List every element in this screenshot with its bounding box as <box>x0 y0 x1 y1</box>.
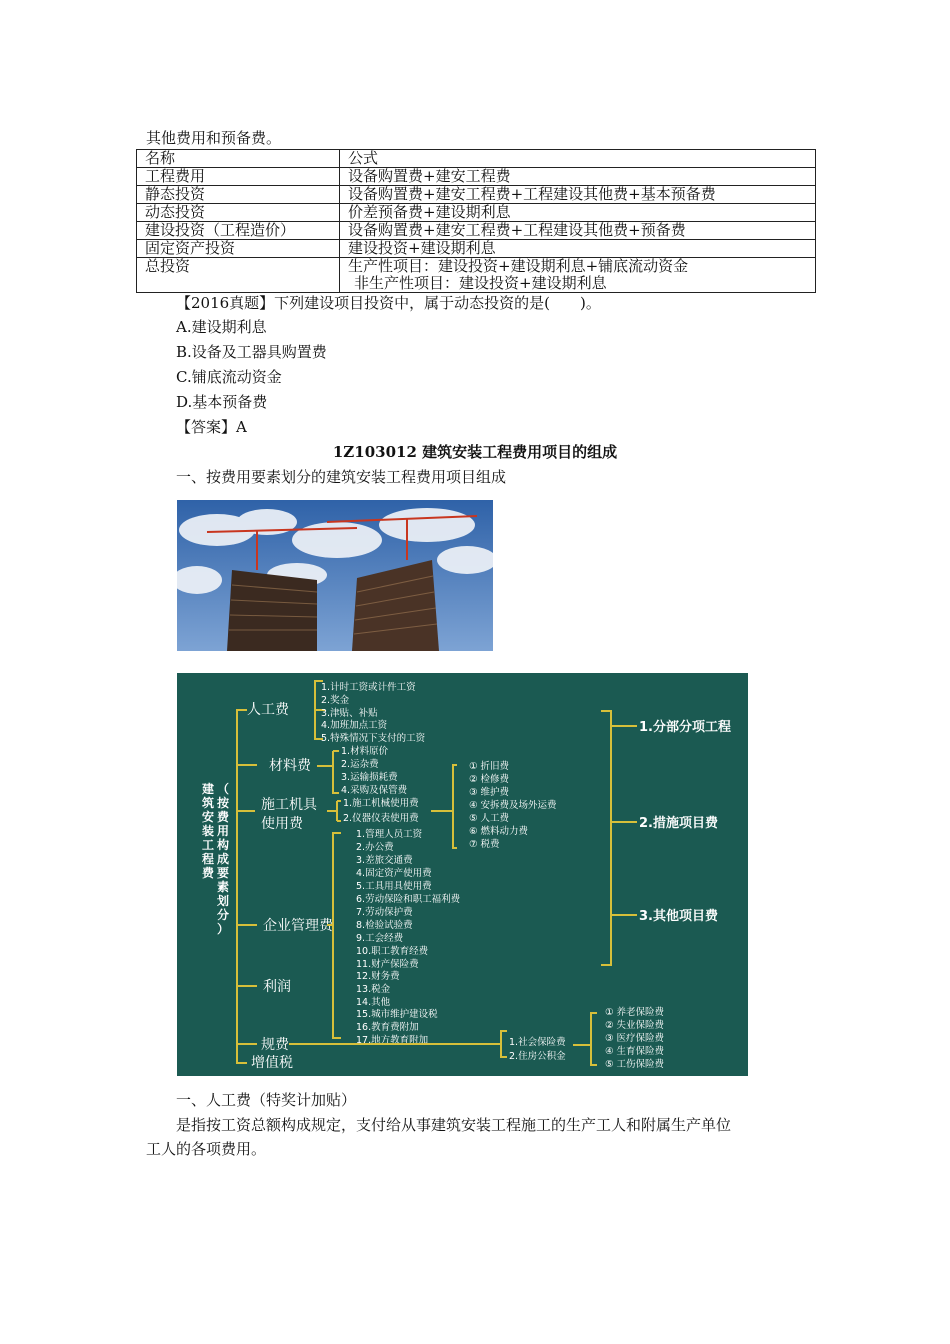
table-cell-formula: 价差预备费+建设期利息 <box>340 204 816 222</box>
insurance-items <box>605 1006 665 1070</box>
svg-text:10.职工教育经费: 10.职工教育经费 <box>356 946 429 957</box>
table-cell-formula: 设备购置费+建安工程费+工程建设其他费+预备费 <box>340 222 816 240</box>
svg-text:）: ） <box>217 922 230 936</box>
intro-line: 其他费用和预备费。 <box>146 129 282 147</box>
svg-text:建: 建 <box>202 782 215 796</box>
svg-text:3.差旅交通费: 3.差旅交通费 <box>356 855 413 866</box>
table-cell-name: 总投资 <box>137 258 340 293</box>
svg-text:⑤ 工伤保险费: ⑤ 工伤保险费 <box>605 1059 665 1070</box>
svg-text:构: 构 <box>217 838 230 852</box>
table-cell-formula: 建设投资+建设期利息 <box>340 240 816 258</box>
svg-text:4.加班加点工资: 4.加班加点工资 <box>321 720 388 731</box>
svg-text:③ 医疗保险费: ③ 医疗保险费 <box>605 1033 665 1044</box>
svg-text:9.工会经费: 9.工会经费 <box>356 933 404 944</box>
option-d: D.基本预备费 <box>176 393 268 411</box>
svg-text:4.固定资产使用费: 4.固定资产使用费 <box>356 868 432 879</box>
svg-text:（: （ <box>217 782 230 796</box>
svg-text:7.劳动保护费: 7.劳动保护费 <box>356 907 413 918</box>
svg-text:3.运输损耗费: 3.运输损耗费 <box>341 772 398 783</box>
category-labor: 人工费 <box>247 702 289 718</box>
svg-text:2.运杂费: 2.运杂费 <box>341 759 379 770</box>
svg-text:用: 用 <box>217 824 230 838</box>
svg-text:8.检验试验费: 8.检验试验费 <box>356 920 413 931</box>
svg-text:按: 按 <box>217 796 230 810</box>
option-a: A.建设期利息 <box>176 318 267 336</box>
svg-text:1.施工机械使用费: 1.施工机械使用费 <box>343 798 419 809</box>
formula-nonproductive: 非生产性项目：建设投资+建设期利息 <box>354 274 607 292</box>
table-row <box>137 240 816 258</box>
table-cell-name: 固定资产投资 <box>137 240 340 258</box>
table-row <box>137 186 816 204</box>
answer-line: 【答案】A <box>176 418 247 436</box>
labor-description-2: 工人的各项费用。 <box>146 1140 267 1158</box>
option-c: C.铺底流动资金 <box>176 368 282 386</box>
svg-text:⑦ 税费: ⑦ 税费 <box>469 839 500 850</box>
table-cell-formula <box>340 258 816 293</box>
labor-heading: 一、人工费（特奖计加贴） <box>176 1091 357 1109</box>
svg-text:① 折旧费: ① 折旧费 <box>469 761 510 772</box>
table-header-formula: 公式 <box>340 150 816 168</box>
svg-text:5.工具用具使用费: 5.工具用具使用费 <box>356 881 432 892</box>
table-header-row <box>137 150 816 168</box>
category-profit: 利润 <box>263 979 291 995</box>
svg-text:费: 费 <box>202 866 215 880</box>
construction-photo <box>177 500 493 651</box>
category-vat: 增值税 <box>251 1055 293 1071</box>
svg-text:⑤ 人工费: ⑤ 人工费 <box>469 813 510 824</box>
category-machine-2: 使用费 <box>261 816 303 832</box>
svg-text:14.其他: 14.其他 <box>356 997 391 1008</box>
table-header-name: 名称 <box>137 150 340 168</box>
category-material: 材料费 <box>269 758 311 774</box>
svg-text:13.税金: 13.税金 <box>356 984 391 995</box>
svg-text:2.奖金: 2.奖金 <box>321 695 350 706</box>
question-stem: 【2016真题】下列建设项目投资中，属于动态投资的是( )。 <box>176 294 601 312</box>
svg-text:安: 安 <box>202 810 215 824</box>
svg-text:4.采购及保管费: 4.采购及保管费 <box>341 785 408 796</box>
svg-text:② 失业保险费: ② 失业保险费 <box>605 1020 665 1031</box>
svg-text:11.财产保险费: 11.财产保险费 <box>356 959 419 970</box>
svg-text:2.住房公积金: 2.住房公积金 <box>509 1051 566 1062</box>
table-row <box>137 258 816 293</box>
svg-text:工: 工 <box>202 838 215 852</box>
svg-text:1.计时工资或计件工资: 1.计时工资或计件工资 <box>321 682 416 693</box>
labor-description-1: 是指按工资总额构成规定，支付给从事建筑安装工程施工的生产工人和附属生产单位 <box>176 1116 732 1134</box>
svg-text:5.特殊情况下支付的工资: 5.特殊情况下支付的工资 <box>321 733 426 744</box>
formula-productive: 生产性项目：建设投资+建设期利息+铺底流动资金 <box>348 257 689 275</box>
right-item-2: 2.措施项目费 <box>639 816 718 831</box>
category-fees: 规费 <box>261 1037 289 1053</box>
svg-text:1.管理人员工资: 1.管理人员工资 <box>356 829 423 840</box>
svg-text:程: 程 <box>202 852 215 866</box>
svg-text:筑: 筑 <box>202 796 215 810</box>
svg-text:② 检修费: ② 检修费 <box>469 774 510 785</box>
section-heading: 1Z103012 建筑安装工程费用项目的组成 <box>332 443 618 461</box>
svg-text:④ 安拆费及场外运费: ④ 安拆费及场外运费 <box>469 800 557 811</box>
category-management: 企业管理费 <box>263 918 333 934</box>
svg-text:⑥ 燃料动力费: ⑥ 燃料动力费 <box>469 826 529 837</box>
svg-text:2.办公费: 2.办公费 <box>356 842 394 853</box>
svg-text:装: 装 <box>202 824 215 838</box>
svg-text:16.教育费附加: 16.教育费附加 <box>356 1022 419 1033</box>
svg-text:3.津贴、补贴: 3.津贴、补贴 <box>321 708 378 719</box>
svg-text:素: 素 <box>217 880 230 894</box>
table-row <box>137 222 816 240</box>
svg-text:分: 分 <box>217 908 230 922</box>
svg-text:成: 成 <box>217 852 230 866</box>
svg-text:1.材料原价: 1.材料原价 <box>341 746 389 757</box>
table-cell-formula: 设备购置费+建安工程费 <box>340 168 816 186</box>
svg-text:12.财务费: 12.财务费 <box>356 971 400 982</box>
svg-text:划: 划 <box>217 894 230 908</box>
svg-text:④ 生育保险费: ④ 生育保险费 <box>605 1046 665 1057</box>
right-item-3: 3.其他项目费 <box>639 909 718 924</box>
svg-text:① 养老保险费: ① 养老保险费 <box>605 1007 665 1018</box>
left-building <box>227 570 317 651</box>
table-cell-name: 建设投资（工程造价） <box>137 222 340 240</box>
svg-text:要: 要 <box>217 866 230 880</box>
svg-text:1.社会保险费: 1.社会保险费 <box>509 1037 566 1048</box>
investment-table <box>136 149 816 293</box>
svg-text:6.劳动保险和职工福利费: 6.劳动保险和职工福利费 <box>356 894 461 905</box>
table-cell-name: 静态投资 <box>137 186 340 204</box>
svg-text:15.城市维护建设税: 15.城市维护建设税 <box>356 1009 438 1020</box>
table-row <box>137 168 816 186</box>
svg-text:③ 维护费: ③ 维护费 <box>469 787 510 798</box>
right-item-1: 1.分部分项工程 <box>639 720 731 735</box>
cost-composition-diagram <box>177 673 748 1076</box>
svg-text:费: 费 <box>217 810 230 824</box>
option-b: B.设备及工器具购置费 <box>176 343 327 361</box>
category-machine-1: 施工机具 <box>261 797 317 813</box>
table-cell-formula: 设备购置费+建安工程费+工程建设其他费+基本预备费 <box>340 186 816 204</box>
svg-text:17.地方教育附加: 17.地方教育附加 <box>356 1035 429 1046</box>
table-row <box>137 204 816 222</box>
svg-text:2.仪器仪表使用费: 2.仪器仪表使用费 <box>343 813 419 824</box>
subheading: 一、按费用要素划分的建筑安装工程费用项目组成 <box>176 468 507 486</box>
table-cell-name: 动态投资 <box>137 204 340 222</box>
table-cell-name: 工程费用 <box>137 168 340 186</box>
